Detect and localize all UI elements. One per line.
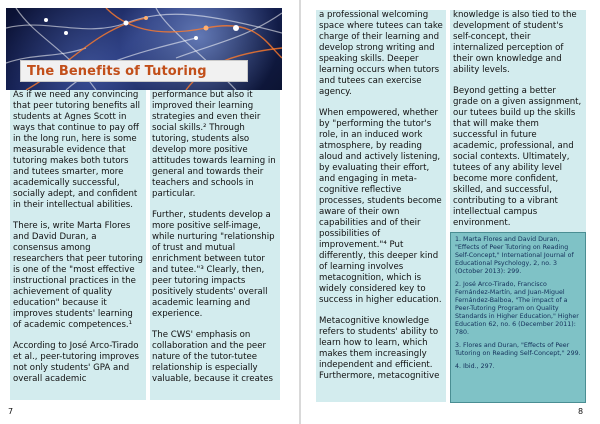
- text-column-1: [10, 90, 146, 400]
- footnote: 4. Ibid., 297.: [455, 363, 495, 370]
- text-column-2-body: [150, 90, 280, 400]
- paragraph: There is, write Marta Flores and David Duran, a consensus among researchers that peer tutoring is one of the "most effective instructional practices in the achievement of quality education" because it improves students' learning of academic competences.¹: [13, 221, 143, 330]
- text-column-4: [450, 10, 586, 232]
- paragraph: Metacognitive knowledge refers to students' ability to learn how to learn, which makes them increasingly independent and efficient. Furthermore, metacognitive: [319, 316, 440, 381]
- paragraph: As if we need any convincing that peer tutoring benefits all students at Agnes Scott in ways that continue to pay off in the long run, here is some measurable evidence that tutoring makes both tutors and tutees smarter, more academically successful, socially adept, and confident in their intellectual abilities.: [13, 90, 140, 210]
- paragraph: performance but also it improved their learning strategies and even their social skills.² Through tutoring, students also develop more positive attitudes towards learning in general and towards their teachers and schools in particular.: [152, 90, 276, 199]
- paragraph: Beyond getting a better grade on a given assignment, our tutees build up the skills that will make them successful in future academic, professional, and social contexts. Ultimately, tutees of any ability level become more confident, skilled, and successful, contributing to a vibrant intellectual campus environment.: [453, 86, 582, 228]
- page-gutter: [299, 0, 301, 424]
- paragraph: a professional welcoming space where tutees can take charge of their learning and develop strong writing and speaking skills. Deeper learning occurs when tutors and tutees can exercise agency.: [319, 10, 443, 97]
- paragraph: The CWS' emphasis on collaboration and the peer nature of the tutor-tutee relationship is especially valuable, because it creates: [152, 330, 273, 384]
- paragraph: knowledge is also tied to the development of student's self-concept, their internalized perception of their own knowledge and ability levels.: [453, 10, 577, 75]
- page-number-right: 8: [578, 407, 584, 416]
- page-title: The Benefits of Tutoring: [27, 63, 207, 79]
- page-number-left: 7: [8, 407, 14, 416]
- footnote: 1. Marta Flores and David Duran, "Effects of Peer Tutoring on Reading Self-Concept," International Journal of Educational Psychology, 2, no. 3 (October 2013): 299.: [455, 236, 574, 275]
- text-column-3: [316, 10, 446, 402]
- paragraph: Further, students develop a more positive self-image, while nurturing "relationship of trust and mutual enrichment between tutor and tutee."³ Clearly, then, peer tutoring impacts positively students' overall academic learning and experience.: [152, 210, 275, 319]
- footnotes-box: [450, 232, 586, 403]
- footnote: 3. Flores and Duran, "Effects of Peer Tutoring on Reading Self-Concept," 299.: [455, 342, 581, 357]
- footnote: 2. José Arco-Tirado, Francisco Fernández-Martín, and Juan-Miguel Fernández-Balboa, "The impact of a Peer-Tutoring Program on Quality Standards in Higher Education," Higher Education 62, no. 6 (December 2011): 780.: [455, 281, 579, 336]
- paragraph: When empowered, whether by "performing the tutor's role, in an induced work atmosphere, by reading aloud and actively listening, by evaluating their effort, and engaging in meta-cognitive reflective processes, students become aware of their own capabilities and of their possibilities of improvement."⁴ Put differently, this deeper kind of learning involves metacognition, which is widely considered key to success in higher education.: [319, 108, 442, 305]
- paragraph: According to José Arco-Tirado et al., peer-tutoring improves not only students' GPA and overall academic: [13, 341, 140, 384]
